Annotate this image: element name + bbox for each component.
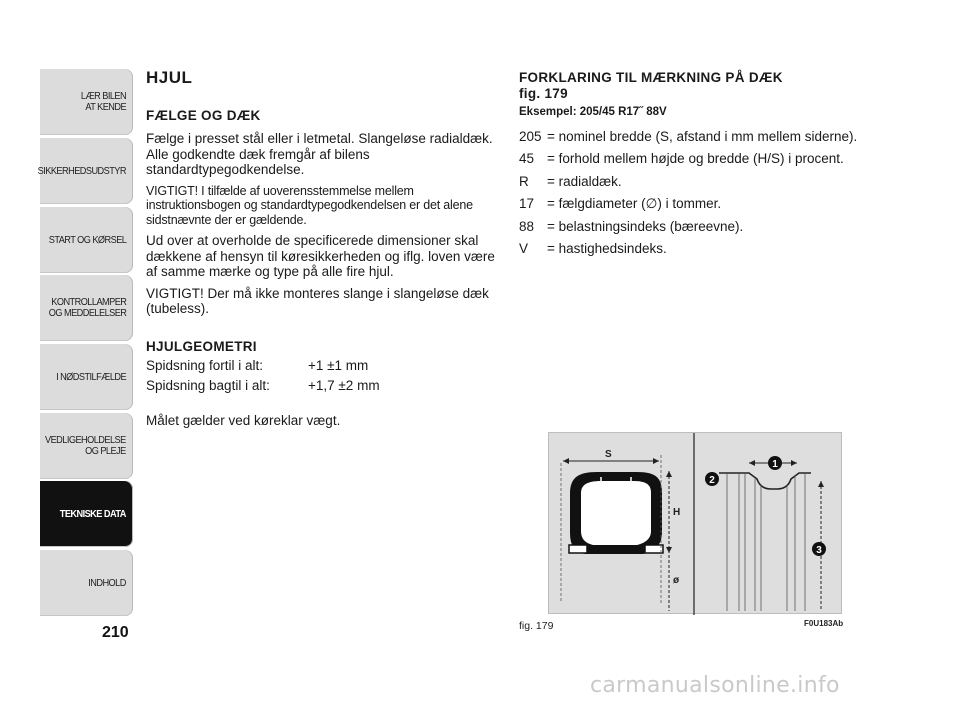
label-h: H: [673, 507, 681, 518]
geometry-value: +1,7 ±2 mm: [308, 377, 380, 393]
marking-code: 45: [519, 151, 535, 166]
tab-kontrollamper[interactable]: [40, 275, 133, 341]
callout-2: [705, 472, 719, 486]
tab-label: KONTROLLAMPER OG MEDDELELSER: [48, 297, 126, 319]
tyre-marking-section: [519, 70, 879, 264]
label-diameter: ø: [673, 575, 680, 586]
tab-laer-bilen-at-kende[interactable]: [40, 69, 133, 135]
page-number: 210: [102, 624, 129, 641]
marking-item: [519, 129, 879, 145]
callout-1: [768, 456, 782, 470]
geometry-row: [146, 378, 496, 394]
marking-code: 17: [519, 196, 535, 211]
tab-sikkerhedsudstyr[interactable]: [37, 138, 133, 204]
marking-item: [519, 219, 879, 235]
marking-description: = forhold mellem højde og bredde (H/S) i procent.: [547, 151, 844, 166]
svg-text:2: 2: [709, 475, 715, 486]
figure-caption: fig. 179: [519, 620, 554, 632]
marking-code: R: [519, 173, 529, 189]
tab-tekniske-data[interactable]: [40, 481, 133, 547]
tab-i-noedstilfaelde[interactable]: [40, 344, 133, 410]
tyre-marking-heading: FORKLARING TIL MÆRKNING PÅ DÆK: [519, 70, 783, 85]
geometry-row: [146, 358, 496, 374]
example-line: Eksempel: 205/45 R17˝ 88V: [519, 106, 667, 118]
figure-code: F0U183Ab: [804, 619, 844, 628]
tab-start-og-koersel[interactable]: [40, 207, 133, 273]
svg-text:3: 3: [816, 545, 822, 556]
paragraph: Ud over at overholde de specificerede dimensioner skal dækkene af hensyn til køresikkerheden og iflg. loven være af samme mærke og type på alle fire hjul.: [146, 233, 495, 279]
tab-label: TEKNISKE DATA: [59, 508, 126, 520]
tab-label: I NØDSTILFÆLDE: [56, 371, 126, 383]
geometry-label: Spidsning fortil i alt:: [146, 358, 264, 373]
tyre-cross-section: [569, 473, 663, 553]
paragraph: Fælge i presset stål eller i letmetal. Slangeløse radialdæk. Alle godkendte dæk fremgår af bilens standardtypegodkendelse.: [146, 131, 493, 177]
tyre-profile: [719, 460, 824, 611]
rims-tyres-heading: FÆLGE OG DÆK: [146, 107, 261, 123]
tab-label: LÆR BILEN AT KENDE: [80, 91, 126, 113]
tab-label: INDHOLD: [88, 577, 126, 589]
tab-label: VEDLIGEHOLDELSE OG PLEJE: [45, 435, 126, 457]
marking-code: 88: [519, 218, 535, 234]
marking-item: [519, 151, 879, 167]
tyre-diagram-svg: [549, 433, 843, 615]
marking-code: V: [519, 241, 529, 256]
warning-paragraph: VIGTIGT! I tilfælde af uoverensstemmelse mellem instruktionsbogen og standardtypegodkendelsen er det alene sidstnævnte der er gældende.: [146, 183, 473, 227]
note: Målet gælder ved køreklar vægt.: [146, 413, 341, 428]
wheel-geometry-heading: HJULGEOMETRI: [146, 338, 257, 354]
watermark: carmanualsonline.info: [590, 673, 840, 698]
geometry-label: Spidsning bagtil i alt:: [146, 377, 270, 393]
marking-description: = radialdæk.: [547, 173, 622, 189]
marking-description: = belastningsindeks (bæreevne).: [547, 218, 744, 234]
height-dimension: [666, 471, 680, 611]
marking-description: = nominel bredde (S, afstand i mm mellem siderne).: [547, 128, 858, 144]
warning-paragraph: VIGTIGT! Der må ikke monteres slange i slangeløse dæk (tubeless).: [146, 285, 489, 316]
svg-text:1: 1: [772, 459, 778, 470]
marking-code: 205: [519, 128, 542, 144]
callout-3: [812, 542, 826, 556]
tyre-diagram: [548, 432, 842, 614]
tab-label: START OG KØRSEL: [48, 234, 126, 246]
wheels-section: [146, 70, 496, 435]
marking-item: [519, 174, 879, 190]
marking-description: = hastighedsindeks.: [547, 241, 667, 256]
tab-vedligeholdelse[interactable]: [40, 413, 133, 479]
geometry-value: +1 ±1 mm: [308, 358, 369, 373]
tab-indhold[interactable]: [40, 550, 133, 616]
label-s: S: [605, 449, 612, 460]
marking-item: [519, 241, 879, 257]
tab-label: SIKKERHEDSUDSTYR: [37, 165, 126, 177]
marking-item: [519, 196, 879, 212]
page-title: HJUL: [146, 68, 193, 87]
figure-reference: fig. 179: [519, 85, 568, 101]
marking-description: = fælgdiameter (∅) i tommer.: [547, 196, 722, 211]
